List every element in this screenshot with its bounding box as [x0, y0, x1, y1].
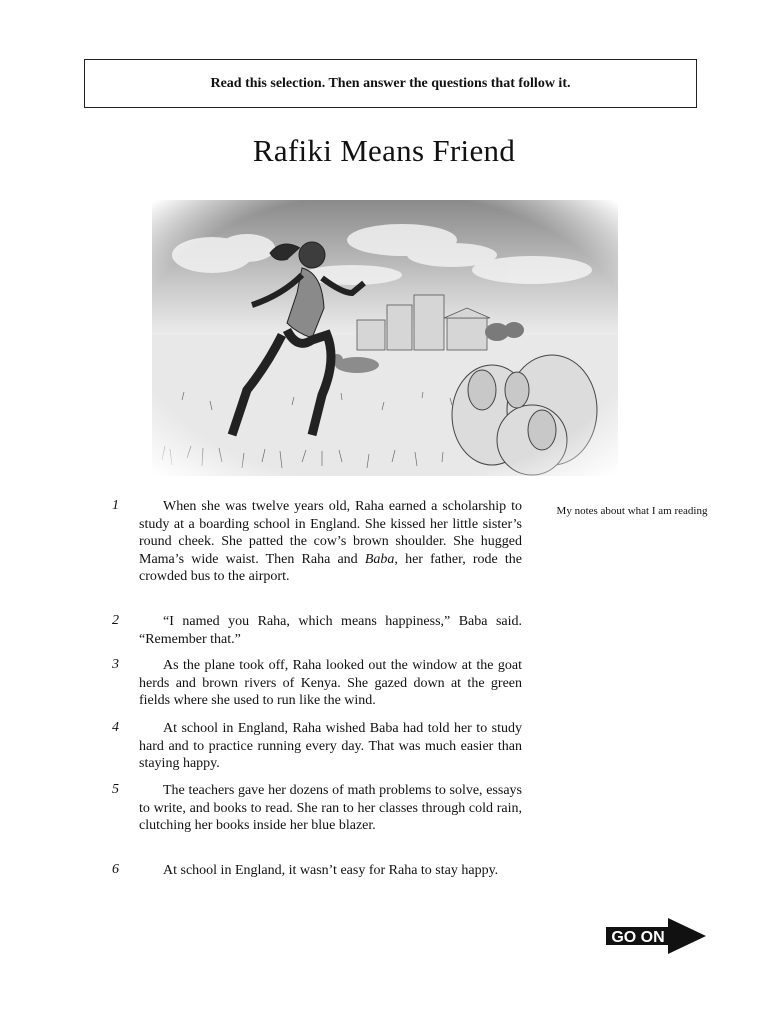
paragraph-2 — [112, 613, 522, 648]
paragraph-number: 4 — [112, 720, 119, 735]
paragraph-3 — [112, 657, 522, 710]
instructions-text: Read this selection. Then answer the questions that follow it. — [210, 75, 571, 91]
paragraph-4 — [112, 720, 522, 773]
paragraph-text: The teachers gave her dozens of math problems to solve, essays to write, and books to read. She ran to her classes through cold rain, clutching her books inside her blue blazer. — [139, 783, 522, 833]
paragraph-text: When she was twelve years old, Raha earned a scholarship to study at a boarding school in England. She kissed her little sister’s round cheek. She patted the cow’s brown shoulder. She hugged Mama’s wide waist. Then Raha and Baba, her father, rode the crowded bus to the airport. — [139, 499, 522, 584]
paragraph-text: “I named you Raha, which means happiness,” Baba said. “Remember that.” — [139, 614, 522, 647]
story-title: Rafiki Means Friend — [252, 133, 516, 168]
notes-label: My notes about what I am reading — [556, 505, 708, 517]
go-on-button[interactable] — [606, 918, 706, 954]
paragraph-6 — [112, 862, 522, 880]
paragraph-number: 5 — [112, 782, 119, 797]
paragraph-number: 6 — [112, 862, 119, 877]
paragraph-number: 3 — [112, 657, 119, 672]
paragraph-text: At school in England, Raha wished Baba had told her to study hard and to practice running every day. That was much easier than staying happy. — [139, 721, 522, 771]
paragraph-text: At school in England, it wasn’t easy for Raha to stay happy. — [163, 863, 499, 878]
paragraph-text: As the plane took off, Raha looked out the window at the goat herds and brown rivers of Kenya. She gazed down at the green fields where she used to run like the wind. — [139, 658, 522, 708]
vignette — [152, 200, 618, 476]
paragraph-1 — [112, 498, 522, 586]
paragraph-number: 2 — [112, 613, 119, 628]
paragraph-number: 1 — [112, 498, 119, 513]
instructions-box — [84, 59, 697, 108]
paragraph-5 — [112, 782, 522, 835]
story-illustration — [152, 200, 618, 476]
emphasized-word: Baba — [364, 551, 395, 567]
go-on-label: GO ON — [611, 929, 665, 946]
